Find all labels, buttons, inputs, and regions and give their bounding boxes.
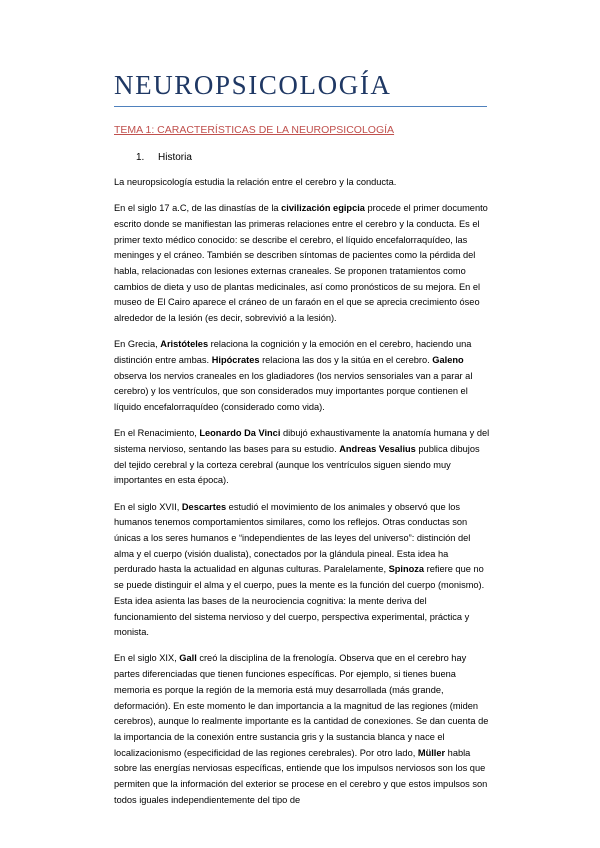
list-item-label: Historia: [158, 152, 192, 163]
title-underline-rule: [114, 106, 487, 107]
text-run: dibujó exhaustivamente la anatomía humana y del sistema nervioso, sentando las bases para su estudio.: [114, 428, 490, 455]
text-run: refiere que no se puede distinguir el alma y el cuerpo, pues la mente es la función del cuerpo (monismo). Esta idea asienta las bases de la neurociencia cognitiva: la mente deriva del funcionamiento del sistema nervioso y del cuerpo, perspectiva experimental, práctica y monista.: [114, 564, 485, 638]
bold-term: Gall: [179, 653, 197, 664]
paragraph: [114, 201, 490, 327]
text-run: procede el primer documento escrito donde se manifiestan las primeras relaciones entre el cerebro y la conducta. Es el primer texto médico conocido: se describe el cerebro, el líquido encefalorraquídeo, las meninges y el cráneo. También se describen síntomas de pacientes como la pérdida del habla, relacionadas con lesiones externas craneales. Se proponen tratamientos como cambios de dieta y uso de plantas medicinales, así como pronósticos de su mejora. En el museo de El Cairo aparece el cráneo de un faraón en el que se aprecia crecimiento óseo alrededor de la lesión (es decir, sobrevivió a la lesión).: [114, 203, 488, 324]
text-run: En el siglo 17 a.C, de las dinastías de la: [114, 203, 282, 214]
text-run: En el siglo XVII,: [114, 501, 182, 512]
text-run: creó la disciplina de la frenología. Observa que en el cerebro hay partes diferenciadas que tienen funciones específicas. Por ejemplo, si tienes buena memoria es porque la región de la memoria está muy desarrollada (más grande, deformación). En este momento le dan importancia a la magnitud de las regiones (miden cerebros), aunque lo realmente importante es la cantidad de conexiones. Se dan cuenta de la importancia de la conexión entre sustancia gris y la sustancia blanca y nace el localizacionismo (especificidad de las regiones cerebrales). Por otro lado,: [114, 653, 489, 758]
text-run: En Grecia,: [114, 339, 161, 350]
bold-term: Leonardo Da Vinci: [199, 428, 281, 439]
section-heading: TEMA 1: CARACTERÍSTICAS DE LA NEUROPSICOLOGÍA: [114, 124, 395, 136]
bold-term: Aristóteles: [160, 339, 209, 350]
bold-term: Müller: [417, 747, 446, 758]
body-text: [114, 175, 490, 819]
paragraph: [114, 337, 490, 416]
bold-term: civilización egipcia: [281, 203, 365, 214]
paragraph: [114, 500, 490, 641]
bold-term: Descartes: [181, 501, 227, 512]
paragraph: [114, 175, 490, 191]
list-item-historia: [136, 152, 192, 163]
list-item-number: 1.: [136, 152, 145, 163]
text-run: En el Renacimiento,: [114, 428, 200, 439]
text-run: relaciona las dos y la sitúa en el cerebro.: [259, 355, 433, 366]
document-title: NEUROPSICOLOGÍA: [114, 70, 392, 100]
text-run: publica dibujos del tejido cerebral y la corteza cerebral (aunque los ventrículos siguen siendo muy importantes en esta época).: [114, 444, 480, 486]
bold-term: Andreas Vesalius: [339, 444, 416, 455]
text-run: estudió el movimiento de los animales y observó que los humanos tenemos comportamientos similares, como los reflejos. Otras conductas son únicas a los seres humanos e “independientes de las leyes del universo”: distinción del alma y el cuerpo (visión dualista), conectados por la glándula pineal. Esta idea ha perdurado hasta la actualidad en algunas culturas. Paralelamente,: [114, 501, 471, 575]
paragraph: [114, 426, 490, 489]
text-run: observa los nervios craneales en los gladiadores (los nervios sensoriales van a parar al cerebro) y los ventrículos, que son considerados muy importantes porque contienen el líquido encefalorraquídeo (considerado como vida).: [114, 370, 473, 413]
paragraph: [114, 651, 490, 808]
text-run: habla sobre las energías nerviosas específicas, entiende que los impulsos nerviosos son los que permiten que la información del exterior se procese en el cerebro y que estos impulsos son todos iguales independientemente del tipo de: [114, 747, 488, 805]
text-run: relaciona la cognición y la emoción en el cerebro, haciendo una distinción entre ambas.: [114, 339, 472, 366]
text-run: La neuropsicología estudia la relación entre el cerebro y la conducta.: [114, 177, 397, 187]
bold-term: Hipócrates: [211, 355, 260, 366]
bold-term: Spinoza: [388, 564, 425, 575]
bold-term: Galeno: [432, 355, 464, 366]
text-run: En el siglo XIX,: [114, 653, 180, 664]
